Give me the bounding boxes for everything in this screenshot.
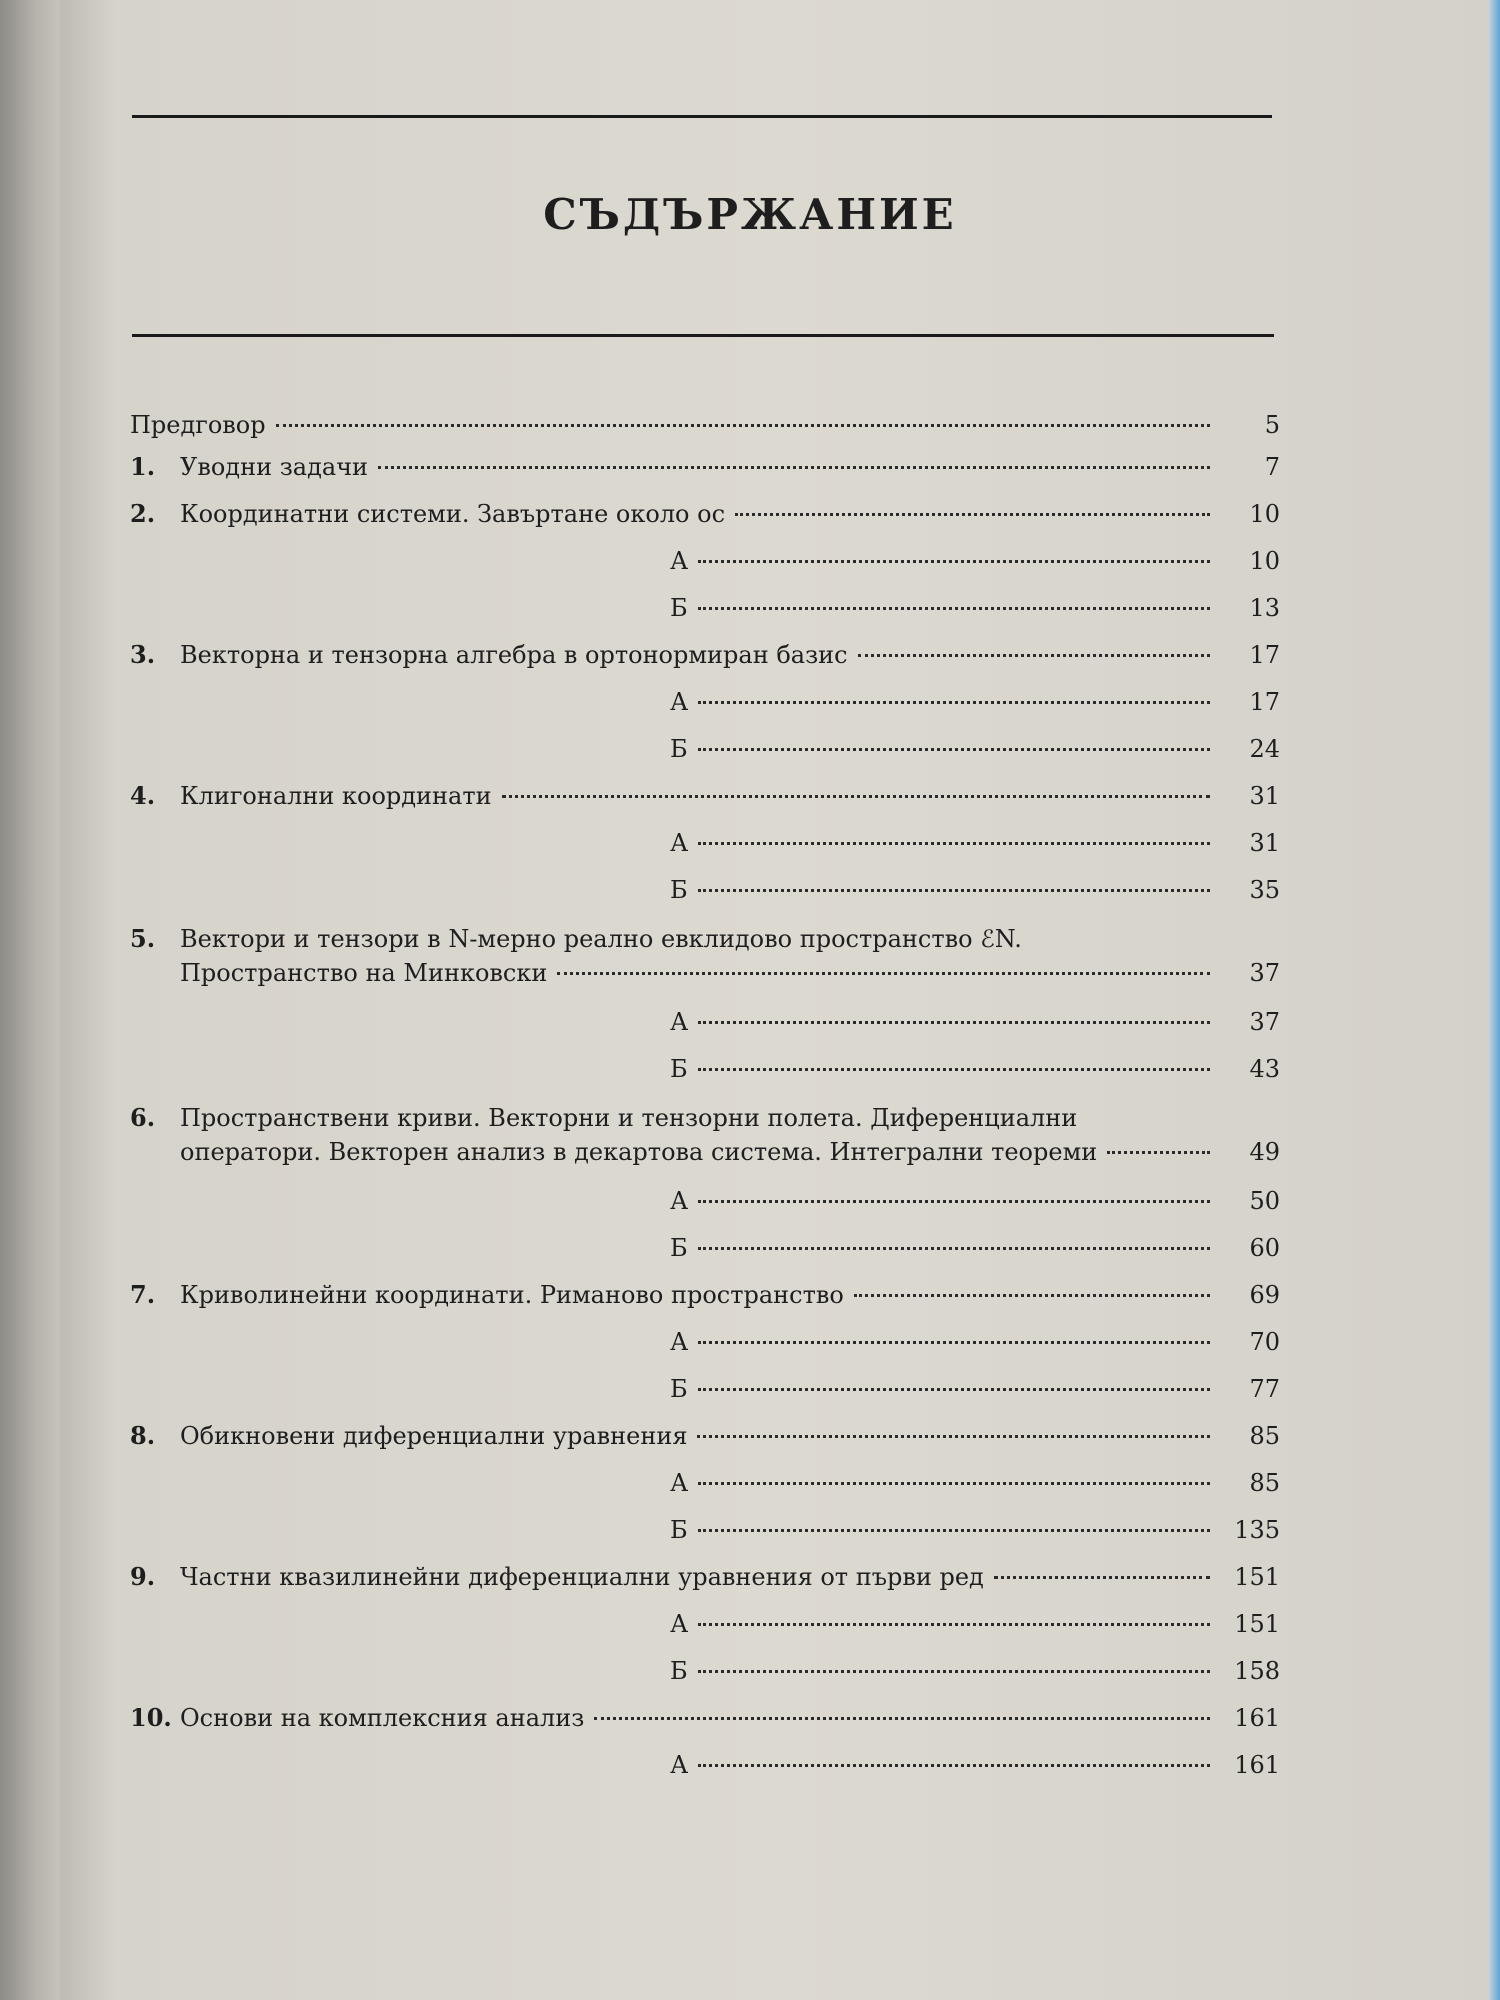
toc-entry-number: 4. <box>130 781 156 810</box>
toc-subentry-label: А <box>670 829 689 857</box>
toc-entry-number: 8. <box>130 1421 156 1450</box>
dot-leader <box>594 1717 1210 1720</box>
toc-entry[interactable] <box>130 1421 1280 1451</box>
toc-subentry-label: Б <box>670 876 688 904</box>
top-rule <box>132 115 1272 118</box>
toc-page-number: 151 <box>1234 1610 1280 1638</box>
toc-subentry[interactable] <box>130 1007 1280 1037</box>
dot-leader <box>698 842 1210 845</box>
toc-entry[interactable] <box>130 922 1280 990</box>
dot-leader <box>378 466 1210 469</box>
toc-entry-title: Клигонални координати <box>180 782 492 810</box>
toc-page-number: 50 <box>1249 1187 1280 1215</box>
dot-leader <box>698 889 1210 892</box>
toc-page-number: 69 <box>1249 1281 1280 1309</box>
dot-leader <box>698 1388 1210 1391</box>
toc-subentry[interactable] <box>130 1327 1280 1357</box>
dot-leader <box>735 513 1210 516</box>
toc-page-number: 5 <box>1264 411 1280 439</box>
toc-entry-number: 3. <box>130 640 156 669</box>
toc-subentry[interactable] <box>130 593 1280 623</box>
toc-page-number: 17 <box>1249 641 1280 669</box>
toc-entry-title: Пространствени криви. Векторни и тензорни полета. Диференциални <box>180 1104 1078 1132</box>
toc-page-number: 77 <box>1249 1375 1280 1403</box>
page-edge <box>1488 0 1500 2000</box>
dot-leader <box>698 1482 1210 1485</box>
toc-page-number: 60 <box>1249 1234 1280 1262</box>
toc-entry[interactable] <box>130 1280 1280 1310</box>
toc-entry-title-continued <box>180 1135 1280 1169</box>
dot-leader <box>698 1068 1210 1071</box>
dot-leader <box>1107 1151 1210 1154</box>
toc-subentry-label: А <box>670 1187 689 1215</box>
toc-subentry-label: Б <box>670 1375 688 1403</box>
toc-entry[interactable] <box>130 452 1280 482</box>
toc-subentry-label: А <box>670 688 689 716</box>
dot-leader <box>854 1294 1210 1297</box>
toc-subentry[interactable] <box>130 687 1280 717</box>
toc-entry-number: 9. <box>130 1562 156 1591</box>
toc-entry[interactable] <box>130 1101 1280 1169</box>
toc-subentry-label: Б <box>670 1055 688 1083</box>
toc-page-number: 31 <box>1249 829 1280 857</box>
dot-leader <box>557 972 1210 975</box>
toc-subentry-label: А <box>670 1328 689 1356</box>
toc-subentry-label: Б <box>670 1234 688 1262</box>
toc-subentry-label: А <box>670 1008 689 1036</box>
toc-subentry-label: Б <box>670 1516 688 1544</box>
toc-entry-title: Векторна и тензорна алгебра в ортонормиран базис <box>180 641 848 669</box>
toc-entry-body <box>180 1101 1280 1169</box>
toc-page-number: 49 <box>1249 1138 1280 1166</box>
dot-leader <box>698 748 1210 751</box>
toc-entry-number: 6. <box>130 1103 156 1132</box>
toc-page-number: 24 <box>1249 735 1280 763</box>
toc-entry-number: 10. <box>130 1703 172 1732</box>
toc-entry[interactable] <box>130 1562 1280 1592</box>
toc-entry-title: Криволинейни координати. Риманово пространство <box>180 1281 844 1309</box>
toc-page-number: 31 <box>1249 782 1280 810</box>
toc-subentry[interactable] <box>130 1609 1280 1639</box>
toc-subentry[interactable] <box>130 734 1280 764</box>
dot-leader <box>698 1341 1210 1344</box>
toc-entry-title-continued <box>180 956 1280 990</box>
toc-subentry-label: А <box>670 1469 689 1497</box>
toc-entry-title: Уводни задачи <box>180 453 369 481</box>
toc-subentry[interactable] <box>130 546 1280 576</box>
toc-subentry-label: А <box>670 547 689 575</box>
toc-page-number: 35 <box>1249 876 1280 904</box>
dot-leader <box>502 795 1210 798</box>
toc-page-number: 85 <box>1249 1422 1280 1450</box>
toc-entry[interactable] <box>130 499 1280 529</box>
toc-page-number: 135 <box>1234 1516 1280 1544</box>
table-of-contents <box>130 410 1280 1797</box>
dot-leader <box>698 607 1210 610</box>
toc-entry-title: Основи на комплексния анализ <box>180 1704 585 1732</box>
toc-entry-number: 2. <box>130 499 156 528</box>
toc-page-number: 161 <box>1234 1751 1280 1779</box>
dot-leader <box>698 560 1210 563</box>
dot-leader <box>698 701 1210 704</box>
page-title: СЪДЪРЖАНИЕ <box>543 190 957 239</box>
dot-leader <box>858 654 1210 657</box>
toc-page-number: 70 <box>1249 1328 1280 1356</box>
toc-subentry[interactable] <box>130 1656 1280 1686</box>
dot-leader <box>994 1576 1210 1579</box>
toc-page-number: 17 <box>1249 688 1280 716</box>
toc-entry-number: 1. <box>130 452 156 481</box>
toc-subentry-label: Б <box>670 735 688 763</box>
toc-entry-title-line2: Пространство на Минковски <box>180 959 548 987</box>
toc-entry[interactable] <box>130 640 1280 670</box>
toc-entry-title: Предговор <box>130 411 266 439</box>
toc-entry[interactable] <box>130 1703 1280 1733</box>
toc-page-number: 161 <box>1234 1704 1280 1732</box>
toc-page-number: 43 <box>1249 1055 1280 1083</box>
toc-entry-title: Частни квазилинейни диференциални уравнения от първи ред <box>180 1563 984 1591</box>
toc-page-number: 85 <box>1249 1469 1280 1497</box>
toc-entry-number: 5. <box>130 924 156 953</box>
toc-entry[interactable] <box>130 410 1280 440</box>
dot-leader <box>698 1764 1210 1767</box>
toc-subentry[interactable] <box>130 1750 1280 1780</box>
toc-page-number: 151 <box>1234 1563 1280 1591</box>
dot-leader <box>276 424 1210 427</box>
toc-subentry[interactable] <box>130 1054 1280 1084</box>
dot-leader <box>698 1529 1210 1532</box>
toc-subentry-label: А <box>670 1610 689 1638</box>
dot-leader <box>698 1670 1210 1673</box>
toc-page-number: 10 <box>1249 500 1280 528</box>
toc-subentry[interactable] <box>130 1233 1280 1263</box>
toc-page-number: 7 <box>1264 453 1280 481</box>
toc-entry-title-line2: оператори. Векторен анализ в декартова система. Интегрални теореми <box>180 1138 1098 1166</box>
toc-page-number: 10 <box>1249 547 1280 575</box>
toc-page-number: 158 <box>1234 1657 1280 1685</box>
toc-entry[interactable] <box>130 781 1280 811</box>
toc-entry-title: Обикновени диференциални уравнения <box>180 1422 688 1450</box>
toc-entry-body <box>180 922 1280 990</box>
toc-subentry[interactable] <box>130 1468 1280 1498</box>
toc-page-number: 37 <box>1249 1008 1280 1036</box>
dot-leader <box>698 1247 1210 1250</box>
toc-subentry[interactable] <box>130 875 1280 905</box>
dot-leader <box>698 1021 1210 1024</box>
toc-subentry-label: А <box>670 1751 689 1779</box>
toc-entry-title: Вектори и тензори в N-мерно реално евклидово пространство ℰN. <box>180 925 1022 953</box>
toc-subentry[interactable] <box>130 1374 1280 1404</box>
toc-subentry-label: Б <box>670 594 688 622</box>
toc-entry-number: 7. <box>130 1280 156 1309</box>
dot-leader <box>698 1623 1210 1626</box>
dot-leader <box>698 1200 1210 1203</box>
toc-page-number: 37 <box>1249 959 1280 987</box>
book-spine <box>0 0 60 2000</box>
toc-subentry[interactable] <box>130 1515 1280 1545</box>
toc-entry-title: Координатни системи. Завъртане около ос <box>180 500 726 528</box>
toc-subentry[interactable] <box>130 1186 1280 1216</box>
toc-subentry[interactable] <box>130 828 1280 858</box>
toc-subentry-label: Б <box>670 1657 688 1685</box>
dot-leader <box>697 1435 1210 1438</box>
toc-page-number: 13 <box>1249 594 1280 622</box>
bottom-rule <box>132 334 1274 337</box>
